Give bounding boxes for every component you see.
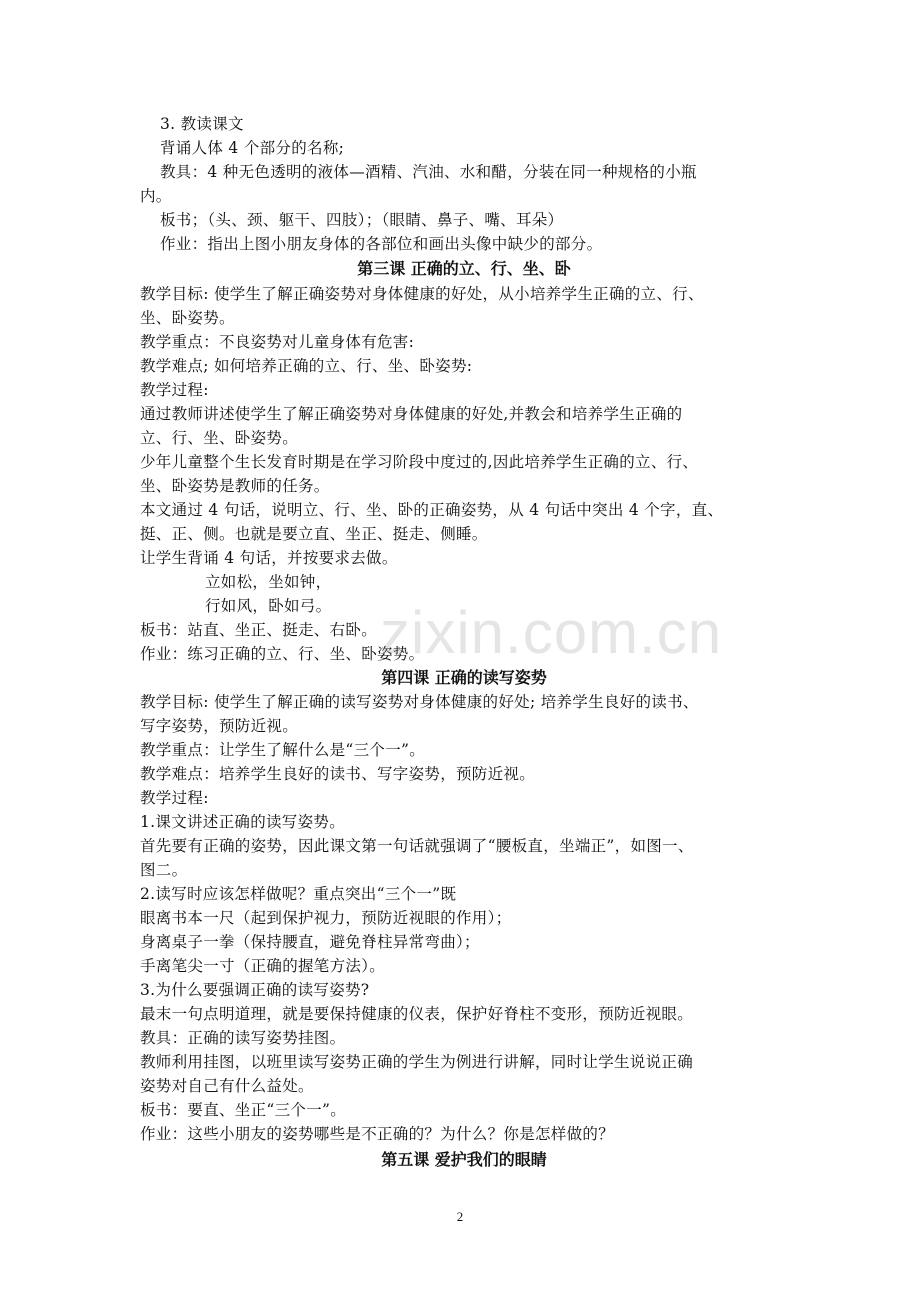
text-line: 首先要有正确的姿势，因此课文第一句话就强调了“腰板直，坐端正”，如图一、 — [140, 837, 694, 855]
text-line: 1.课文讲述正确的读写姿势。 — [140, 813, 345, 831]
text-line: 身离桌子一拳（保持腰直，避免脊柱异常弯曲）； — [140, 933, 480, 951]
text-line: 作业：练习正确的立、行、坐、卧姿势。 — [140, 645, 425, 663]
lesson-4-heading: 第四课 正确的读写姿势 — [381, 668, 547, 687]
text-line: 立、行、坐、卧姿势。 — [140, 429, 299, 447]
text-line: 本文通过 4 句话，说明立、行、坐、卧的正确姿势，从 4 句话中突出 4 个字，直、 — [140, 501, 724, 519]
text-line: 教学目标: 使学生了解正确的读写姿势对身体健康的好处; 培养学生良好的读书、 — [140, 693, 699, 711]
step-heading: 3. 教读课文 — [160, 115, 244, 133]
text-line: 最末一句点明道理，就是要保持健康的仪表，保护好脊柱不变形，预防近视眼。 — [140, 1005, 694, 1023]
text-line: 坐、卧姿势是教师的任务。 — [140, 477, 330, 495]
text-line: 教学过程: — [140, 381, 209, 399]
lesson-5-heading: 第五课 爱护我们的眼睛 — [381, 1150, 547, 1169]
text-line: 板书；（头、颈、躯干、四肢）；（眼睛、鼻子、嘴、耳朵） — [160, 211, 564, 229]
text-line: 教学难点：培养学生良好的读书、写字姿势，预防近视。 — [140, 765, 536, 783]
text-line: 眼离书本一尺（起到保护视力，预防近视眼的作用）； — [140, 909, 512, 927]
poem-line: 行如风，卧如弓。 — [205, 597, 332, 615]
text-line: 板书：要直、坐正“三个一”。 — [140, 1101, 347, 1119]
text-line: 教学重点：不良姿势对儿童身体有危害: — [140, 333, 415, 351]
text-line: 3.为什么要强调正确的读写姿势? — [140, 981, 370, 999]
text-line: 少年儿童整个生长发育时期是在学习阶段中度过的,因此培养学生正确的立、行、 — [140, 453, 699, 471]
text-line: 板书：站直、坐正、挺走、右卧。 — [140, 621, 378, 639]
text-line: 内。 — [140, 187, 172, 205]
text-line: 教学难点; 如何培养正确的立、行、坐、卧姿势: — [140, 357, 473, 375]
text-line: 教师利用挂图，以班里读写姿势正确的学生为例进行讲解，同时让学生说说正确 — [140, 1053, 694, 1071]
text-line: 教具：4 种无色透明的液体—酒精、汽油、水和醋，分装在同一种规格的小瓶 — [160, 163, 697, 181]
text-line: 2.读写时应该怎样做呢？重点突出“三个一”既 — [140, 885, 457, 903]
text-line: 图二。 — [140, 861, 188, 879]
text-line: 背诵人体 4 个部分的名称; — [160, 139, 345, 157]
text-line: 坐、卧姿势。 — [140, 309, 235, 327]
watermark: zixin.com.cn — [380, 599, 723, 666]
text-line: 作业：指出上图小朋友身体的各部位和画出头像中缺少的部分。 — [160, 235, 603, 253]
poem-line: 立如松，坐如钟， — [205, 573, 332, 591]
lesson-3-heading: 第三课 正确的立、行、坐、卧 — [357, 259, 571, 278]
text-line: 作业：这些小朋友的姿势哪些是不正确的？为什么？你是怎样做的？ — [140, 1125, 615, 1143]
text-line: 挺、正、侧。也就是要立直、坐正、挺走、侧睡。 — [140, 525, 488, 543]
page-number: 2 — [456, 1209, 464, 1224]
text-line: 教学过程: — [140, 789, 209, 807]
text-line: 姿势对自己有什么益处。 — [140, 1077, 314, 1095]
text-line: 手离笔尖一寸（正确的握笔方法）。 — [140, 957, 386, 975]
text-line: 让学生背诵 4 句话，并按要求去做。 — [140, 549, 398, 567]
text-line: 写字姿势，预防近视。 — [140, 717, 299, 735]
text-line: 教学目标: 使学生了解正确姿势对身体健康的好处，从小培养学生正确的立、行、 — [140, 285, 704, 303]
text-line: 教具：正确的读写姿势挂图。 — [140, 1029, 346, 1047]
text-line: 通过教师讲述使学生了解正确姿势对身体健康的好处,并教会和培养学生正确的 — [140, 405, 683, 423]
text-line: 教学重点：让学生了解什么是“三个一”。 — [140, 741, 426, 759]
